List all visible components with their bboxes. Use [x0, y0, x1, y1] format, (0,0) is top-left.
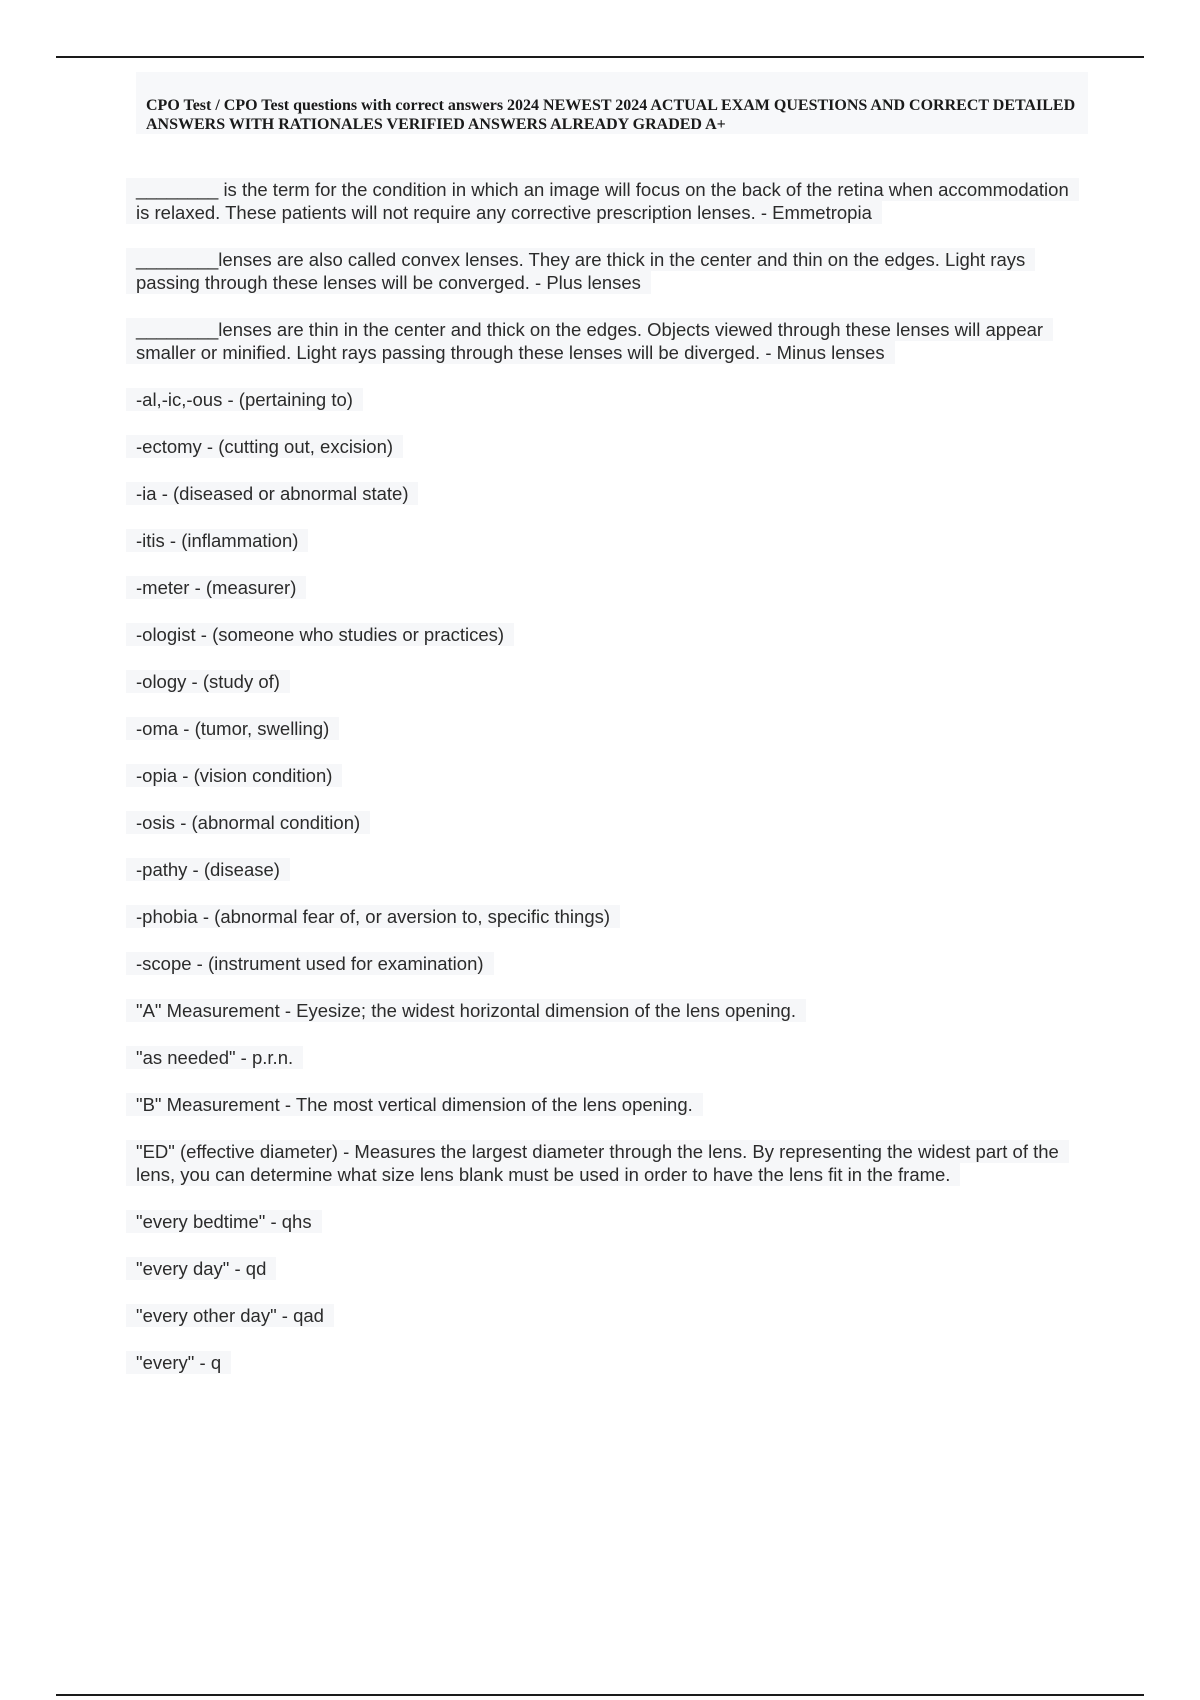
flashcard-text: -opia - (vision condition)	[126, 764, 342, 787]
flashcard-text: "every day" - qd	[126, 1257, 276, 1280]
flashcard-text: "every bedtime" - qhs	[126, 1210, 322, 1233]
document-title: CPO Test / CPO Test questions with correct answers 2024 NEWEST 2024 ACTUAL EXAM QUESTIONS AND CORRECT DETAILED ANSWERS WITH RATIONALES VERIFIED ANSWERS ALREADY GRADED A+	[146, 97, 1076, 133]
flashcard-item	[136, 670, 1076, 693]
flashcard-item	[136, 1304, 1076, 1327]
flashcard-item	[136, 858, 1076, 881]
flashcard-text: -ology - (study of)	[126, 670, 290, 693]
flashcard-text: ________lenses are also called convex lenses. They are thick in the center and thin on the edges. Light rays passing through these lenses will be converged. - Plus lenses	[126, 248, 1035, 294]
flashcard-item	[136, 1140, 1076, 1186]
flashcard-item	[136, 1257, 1076, 1280]
flashcard-item	[136, 178, 1076, 224]
flashcard-item	[136, 811, 1076, 834]
flashcard-item	[136, 318, 1076, 364]
flashcard-item	[136, 999, 1076, 1022]
flashcard-item	[136, 388, 1076, 411]
flashcard-item	[136, 482, 1076, 505]
flashcard-item	[136, 1210, 1076, 1233]
flashcard-text: "ED" (effective diameter) - Measures the largest diameter through the lens. By representing the widest part of the lens, you can determine what size lens blank must be used in order to have the lens fit in the frame.	[126, 1140, 1069, 1186]
flashcard-text: -meter - (measurer)	[126, 576, 306, 599]
flashcard-item	[136, 905, 1076, 928]
flashcard-text: "every" - q	[126, 1351, 231, 1374]
flashcard-item	[136, 1351, 1076, 1374]
flashcard-item	[136, 576, 1076, 599]
flashcard-item	[136, 248, 1076, 294]
flashcard-item	[136, 717, 1076, 740]
flashcard-text: -ologist - (someone who studies or practices)	[126, 623, 514, 646]
flashcard-item	[136, 1093, 1076, 1116]
flashcard-text: -phobia - (abnormal fear of, or aversion to, specific things)	[126, 905, 620, 928]
flashcard-text: "B" Measurement - The most vertical dimension of the lens opening.	[126, 1093, 703, 1116]
flashcard-text: -al,-ic,-ous - (pertaining to)	[126, 388, 363, 411]
flashcard-item	[136, 764, 1076, 787]
flashcard-text: ________ is the term for the condition in which an image will focus on the back of the retina when accommodation is relaxed. These patients will not require any corrective prescription lenses. - Emmetropia	[126, 178, 1079, 224]
flashcard-text: -osis - (abnormal condition)	[126, 811, 370, 834]
flashcard-text: -ectomy - (cutting out, excision)	[126, 435, 403, 458]
flashcard-text: -oma - (tumor, swelling)	[126, 717, 339, 740]
page-top-rule	[56, 56, 1144, 58]
flashcard-item	[136, 623, 1076, 646]
flashcard-list	[136, 178, 1076, 1398]
flashcard-text: -ia - (diseased or abnormal state)	[126, 482, 418, 505]
flashcard-text: -pathy - (disease)	[126, 858, 290, 881]
flashcard-text: "as needed" - p.r.n.	[126, 1046, 303, 1069]
flashcard-text: "every other day" - qad	[126, 1304, 334, 1327]
document-header	[136, 72, 1088, 134]
flashcard-item	[136, 952, 1076, 975]
page-bottom-rule	[56, 1694, 1144, 1696]
flashcard-text: -itis - (inflammation)	[126, 529, 308, 552]
flashcard-text: "A" Measurement - Eyesize; the widest horizontal dimension of the lens opening.	[126, 999, 806, 1022]
flashcard-text: -scope - (instrument used for examination)	[126, 952, 494, 975]
flashcard-item	[136, 435, 1076, 458]
flashcard-item	[136, 529, 1076, 552]
flashcard-item	[136, 1046, 1076, 1069]
flashcard-text: ________lenses are thin in the center and thick on the edges. Objects viewed through these lenses will appear smaller or minified. Light rays passing through these lenses will be diverged. - Minus lenses	[126, 318, 1053, 364]
